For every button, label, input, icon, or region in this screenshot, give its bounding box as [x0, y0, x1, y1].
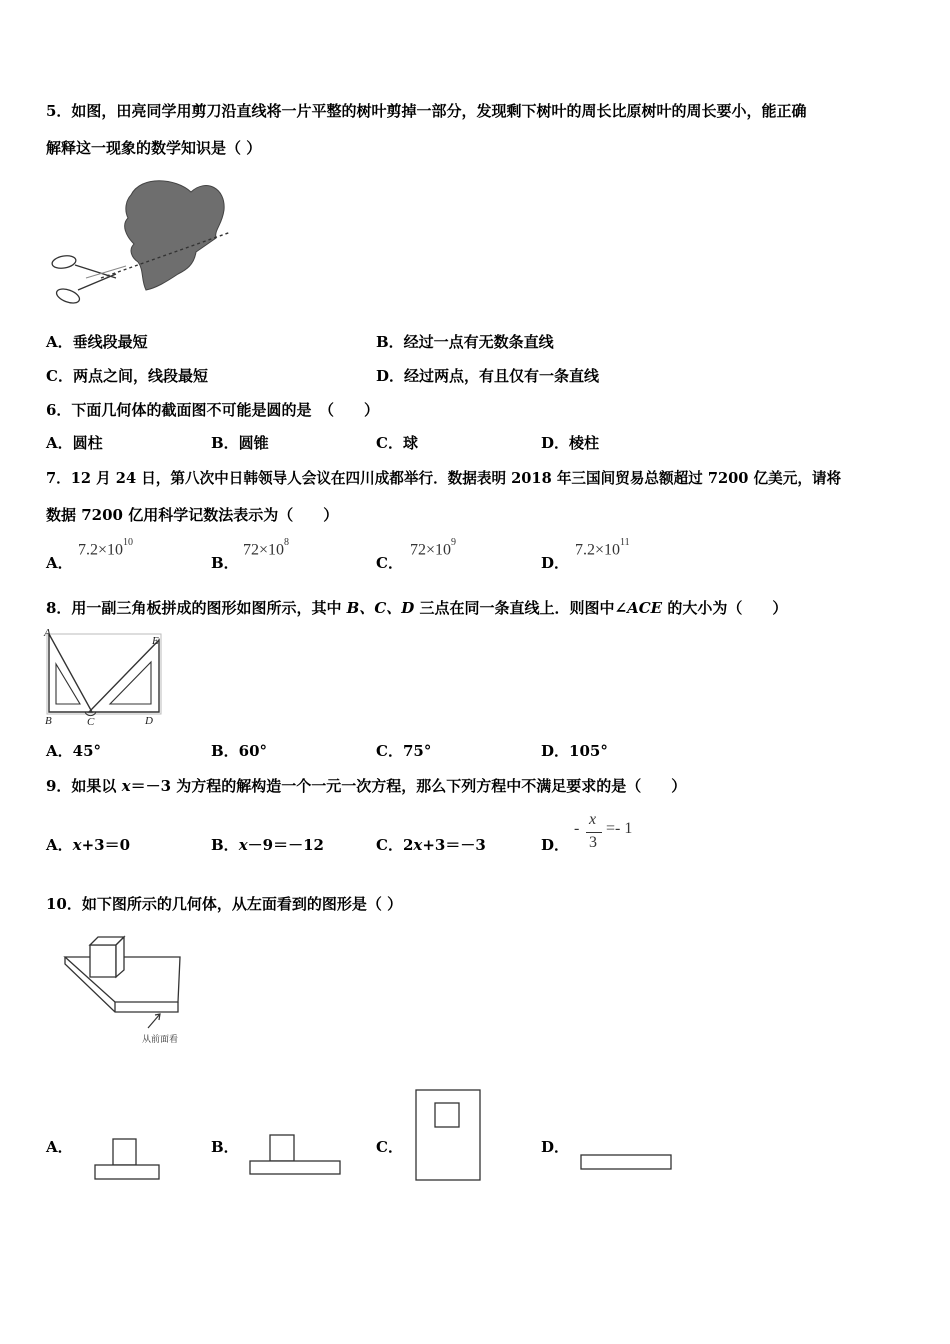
q6-option-b[interactable]: B．圆锥 — [211, 434, 269, 452]
fig-caption: 从前面看 — [142, 1035, 179, 1045]
solid-block-figure — [60, 932, 210, 1050]
q9-option-a[interactable]: A．x+3＝0 — [46, 836, 131, 854]
q10-stem: 10．如下图所示的几何体，从左面看到的图形是（ ） — [46, 895, 403, 913]
formula-denominator: 3 — [589, 834, 597, 851]
q7-option-b-label[interactable]: B． — [211, 554, 239, 572]
q6-stem: 6．下面几何体的截面图不可能是圆的是 （ ） — [46, 401, 379, 419]
fig-label-c: C — [87, 716, 95, 728]
q5-option-b[interactable]: B．经过一点有无数条直线 — [376, 333, 554, 351]
q7-option-a-label[interactable]: A． — [46, 554, 73, 572]
fig-label-d: D — [145, 715, 153, 727]
formula-minus: - — [574, 820, 580, 837]
q9-option-b[interactable]: B．x－9＝－12 — [211, 836, 324, 854]
q7-option-a-value: $7.2\times 10^{10}$ — [78, 537, 134, 559]
q7-option-c-label[interactable]: C． — [376, 554, 403, 572]
q7-option-b-value: $72\times 10^8$ — [243, 537, 290, 559]
q6-option-c[interactable]: C．球 — [376, 434, 418, 452]
q9-option-c[interactable]: C．2x+3＝－3 — [376, 836, 486, 854]
q7-option-d-value: $7.2\times 10^{11}$ — [575, 537, 630, 559]
q5-option-c[interactable]: C．两点之间，线段最短 — [46, 367, 208, 385]
q9-option-d-label[interactable]: D． — [541, 836, 570, 854]
q10-option-c-label[interactable]: C． — [376, 1138, 403, 1156]
formula-numerator: x — [589, 811, 597, 828]
q5-stem-line2: 解释这一现象的数学知识是（ ） — [46, 139, 262, 157]
q10-option-a-figure — [92, 1136, 162, 1182]
q10-option-b-label[interactable]: B． — [211, 1138, 239, 1156]
q8-option-a[interactable]: A．45° — [46, 742, 102, 760]
q10-option-b-figure — [247, 1132, 343, 1178]
q7-stem-line1: 7．12 月 24 日，第八次中日韩领导人会议在四川成都举行．数据表明 2018 年三国间贸易总额超过 7200 亿美元，请将 — [46, 470, 842, 487]
leaf-scissors-figure — [46, 170, 236, 315]
q5-option-d[interactable]: D．经过两点，有且仅有一条直线 — [376, 367, 600, 385]
q5-stem-line1: 5．如图，田亮同学用剪刀沿直线将一片平整的树叶剪掉一部分，发现剩下树叶的周长比原树叶的周长要小，能正确 — [46, 102, 807, 120]
q6-option-a[interactable]: A．圆柱 — [46, 434, 103, 452]
q5-option-a[interactable]: A．垂线段最短 — [46, 333, 148, 351]
q10-option-a-label[interactable]: A． — [46, 1138, 73, 1156]
q9-option-d-formula — [574, 810, 654, 858]
q9-stem: 9．如果以 x＝－3 为方程的解构造一个一元一次方程，那么下列方程中不满足要求的是（ ） — [46, 777, 687, 795]
q6-option-d[interactable]: D．棱柱 — [541, 434, 600, 452]
q10-option-c-figure — [413, 1088, 485, 1184]
q7-option-d-label[interactable]: D． — [541, 554, 570, 572]
q8-option-d[interactable]: D．105° — [541, 742, 608, 760]
q8-option-b[interactable]: B．60° — [211, 742, 268, 760]
triangle-rulers-figure — [42, 626, 168, 728]
fig-label-e: E — [152, 635, 159, 647]
formula-rest: =- 1 — [606, 820, 633, 837]
fig-label-b: B — [45, 715, 52, 727]
q10-option-d-label[interactable]: D． — [541, 1138, 570, 1156]
q7-stem-line2: 数据 7200 亿用科学记数法表示为（ ） — [46, 506, 339, 524]
fig-label-a: A — [44, 627, 51, 639]
q8-stem: 8．用一副三角板拼成的图形如图所示，其中 B、C、D 三点在同一条直线上．则图中∠ACE 的大小为（ ） — [46, 599, 788, 617]
q10-option-d-figure — [578, 1152, 674, 1174]
q7-option-c-value: $72\times 10^9$ — [410, 537, 457, 559]
q8-option-c[interactable]: C．75° — [376, 742, 432, 760]
